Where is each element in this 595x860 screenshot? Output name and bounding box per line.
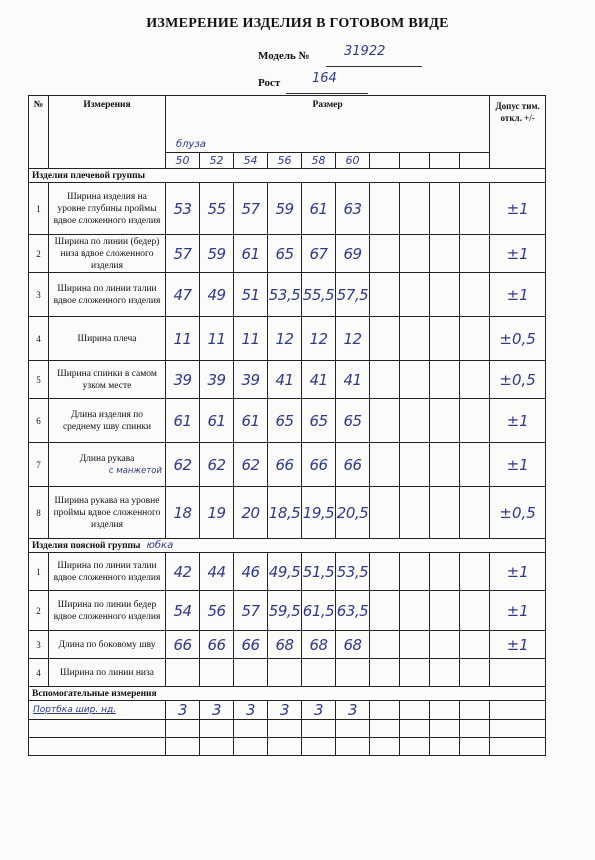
size-cell: 52 [200, 153, 234, 169]
measure-value: 56 [200, 591, 234, 631]
empty-cell [29, 720, 166, 738]
size-cell-empty [370, 153, 400, 169]
measure-value: 12 [268, 317, 302, 361]
size-cell: 54 [234, 153, 268, 169]
aux-title: Вспомогательные измерения [29, 687, 546, 701]
measure-value: 51,5 [302, 553, 336, 591]
measure-value: 57 [234, 183, 268, 235]
measure-value: 68 [268, 631, 302, 659]
empty-cell [430, 659, 460, 687]
empty-cell [460, 399, 490, 443]
table-row [29, 443, 546, 487]
row-number: 3 [29, 631, 49, 659]
empty-cell [460, 720, 490, 738]
measure-value: 41 [268, 361, 302, 399]
tolerance-value: ±0,5 [490, 487, 546, 539]
measure-name-text: Ширина рукава на уровне проймы вдвое сложенного изделия [53, 495, 161, 530]
tolerance-value: ±1 [490, 591, 546, 631]
empty-cell [370, 443, 400, 487]
height-underline [286, 93, 368, 94]
measure-value: 53,5 [268, 273, 302, 317]
measure-name [49, 183, 166, 235]
measure-name-text: Ширина по линии низа [60, 667, 154, 678]
empty-cell [430, 720, 460, 738]
tolerance-value: ±1 [490, 399, 546, 443]
row-number: 7 [29, 443, 49, 487]
measure-name [49, 317, 166, 361]
empty-cell [490, 738, 546, 756]
empty-cell [268, 738, 302, 756]
aux-row [29, 701, 546, 720]
measure-value: 66 [302, 443, 336, 487]
empty-cell [430, 399, 460, 443]
measure-value: 54 [166, 591, 200, 631]
model-field [258, 44, 386, 62]
empty-cell [400, 738, 430, 756]
empty-cell [166, 738, 200, 756]
table-row [29, 399, 546, 443]
measure-name-text: Ширина по линии талии вдвое сложенного изделия [53, 560, 161, 583]
table-row [29, 273, 546, 317]
measure-value: 62 [166, 443, 200, 487]
measure-value: 51 [234, 273, 268, 317]
empty-cell [430, 553, 460, 591]
measure-value [234, 659, 268, 687]
measure-value: 61 [234, 399, 268, 443]
blank-row [29, 738, 546, 756]
page-title: ИЗМЕРЕНИЕ ИЗДЕЛИЯ В ГОТОВОМ ВИДЕ [146, 16, 449, 31]
table-row [29, 183, 546, 235]
measure-value: 62 [200, 443, 234, 487]
measure-name [49, 631, 166, 659]
empty-cell [234, 738, 268, 756]
measure-value: 39 [200, 361, 234, 399]
measure-value: 55,5 [302, 273, 336, 317]
empty-cell [370, 720, 400, 738]
measure-value: 11 [234, 317, 268, 361]
empty-cell [370, 235, 400, 273]
measure-value: 18 [166, 487, 200, 539]
table-row [29, 553, 546, 591]
measure-name-text: Ширина по линии бедер вдвое сложенного изделия [53, 599, 161, 622]
row-number: 8 [29, 487, 49, 539]
empty-cell [234, 720, 268, 738]
row-number: 3 [29, 273, 49, 317]
size-cell-empty [460, 153, 490, 169]
measure-name-text: Ширина спинки в самом узком месте [57, 368, 157, 391]
measure-value: 57 [166, 235, 200, 273]
measure-value: 42 [166, 553, 200, 591]
size-cell: 50 [166, 153, 200, 169]
measure-name-text: Длина рукава [79, 453, 135, 464]
model-value: 31922 [344, 44, 386, 59]
empty-cell [460, 443, 490, 487]
model-underline [326, 66, 422, 67]
measure-value: 20 [234, 487, 268, 539]
row-number: 2 [29, 591, 49, 631]
size-cell-empty [430, 153, 460, 169]
aux-value: 3 [166, 701, 200, 720]
group-title [29, 169, 546, 183]
height-label: Рост [258, 77, 281, 89]
measure-name-text: Длина по боковому шву [58, 639, 156, 650]
empty-cell [460, 183, 490, 235]
empty-cell [370, 738, 400, 756]
table-row [29, 487, 546, 539]
aux-value: 3 [268, 701, 302, 720]
measure-value: 18,5 [268, 487, 302, 539]
table-row [29, 317, 546, 361]
measure-value: 47 [166, 273, 200, 317]
empty-cell [200, 738, 234, 756]
tolerance-value: ±1 [490, 183, 546, 235]
table-row [29, 361, 546, 399]
empty-cell [302, 738, 336, 756]
blank-row [29, 720, 546, 738]
aux-row-label: Портбкa шир. нд. [29, 701, 166, 720]
measure-name-text: Ширина плеча [77, 333, 137, 344]
measure-value: 11 [200, 317, 234, 361]
empty-cell [400, 487, 430, 539]
measure-value: 49 [200, 273, 234, 317]
empty-cell [400, 553, 430, 591]
table-row [29, 235, 546, 273]
measure-value: 61 [234, 235, 268, 273]
measurement-table [28, 95, 546, 756]
empty-cell [430, 443, 460, 487]
measure-value: 55 [200, 183, 234, 235]
measure-value: 68 [302, 631, 336, 659]
size-cell: 56 [268, 153, 302, 169]
group-row [29, 169, 546, 183]
tolerance-value: ±1 [490, 235, 546, 273]
aux-value: 3 [302, 701, 336, 720]
measure-value: 44 [200, 553, 234, 591]
empty-cell [430, 487, 460, 539]
empty-cell [370, 273, 400, 317]
empty-cell [430, 701, 460, 720]
group-row [29, 539, 546, 553]
measure-name-text: Ширина по линии (бедер) низа вдвое сложенного изделия [54, 236, 160, 271]
empty-cell [460, 701, 490, 720]
measure-name-note: с манжетой [108, 465, 162, 476]
size-note: блуза [176, 139, 206, 150]
measure-name [49, 361, 166, 399]
measure-value: 12 [302, 317, 336, 361]
measure-value: 66 [268, 443, 302, 487]
measure-value: 69 [336, 235, 370, 273]
empty-cell [370, 659, 400, 687]
measure-value: 49,5 [268, 553, 302, 591]
empty-cell [430, 317, 460, 361]
table-row [29, 659, 546, 687]
empty-cell [370, 399, 400, 443]
empty-cell [430, 591, 460, 631]
measure-value [336, 659, 370, 687]
empty-cell [370, 631, 400, 659]
empty-cell [370, 183, 400, 235]
model-label: Модель № [258, 50, 310, 62]
measure-value: 53 [166, 183, 200, 235]
measure-value: 59 [268, 183, 302, 235]
empty-cell [430, 631, 460, 659]
measure-value: 59 [200, 235, 234, 273]
measure-value: 41 [302, 361, 336, 399]
empty-cell [400, 631, 430, 659]
empty-cell [370, 591, 400, 631]
measure-value: 66 [200, 631, 234, 659]
measure-value: 19,5 [302, 487, 336, 539]
col-size-header [166, 96, 490, 153]
measure-value: 19 [200, 487, 234, 539]
measure-value: 61 [200, 399, 234, 443]
empty-cell [460, 487, 490, 539]
empty-cell [370, 553, 400, 591]
aux-value: 3 [336, 701, 370, 720]
empty-cell [400, 361, 430, 399]
measure-value: 20,5 [336, 487, 370, 539]
measure-name [49, 553, 166, 591]
empty-cell [430, 738, 460, 756]
empty-cell [302, 720, 336, 738]
table-row [29, 591, 546, 631]
empty-cell [400, 443, 430, 487]
measure-value: 66 [166, 631, 200, 659]
tolerance-value: ±0,5 [490, 317, 546, 361]
measure-value: 39 [166, 361, 200, 399]
empty-cell [400, 273, 430, 317]
measure-value: 68 [336, 631, 370, 659]
measure-value: 57,5 [336, 273, 370, 317]
col-tolerance-header: Допус тим. откл. +/- [490, 96, 546, 169]
empty-cell [400, 591, 430, 631]
measure-value: 53,5 [336, 553, 370, 591]
measure-value: 66 [234, 631, 268, 659]
size-header-label: Размер [312, 100, 343, 110]
aux-value: 3 [200, 701, 234, 720]
empty-cell [460, 273, 490, 317]
measure-value: 59,5 [268, 591, 302, 631]
measure-value: 67 [302, 235, 336, 273]
empty-cell [430, 361, 460, 399]
aux-value: 3 [234, 701, 268, 720]
measure-value: 65 [268, 235, 302, 273]
measure-value: 63 [336, 183, 370, 235]
measure-value: 39 [234, 361, 268, 399]
empty-cell [490, 701, 546, 720]
measure-name [49, 235, 166, 273]
empty-cell [460, 553, 490, 591]
measure-name [49, 659, 166, 687]
empty-cell [370, 361, 400, 399]
row-number: 5 [29, 361, 49, 399]
empty-cell [400, 701, 430, 720]
tolerance-value: ±0,5 [490, 361, 546, 399]
height-value: 164 [312, 71, 337, 86]
measure-value [302, 659, 336, 687]
empty-cell [460, 631, 490, 659]
empty-cell [166, 720, 200, 738]
measure-name [49, 443, 166, 487]
size-cell: 60 [336, 153, 370, 169]
row-number: 6 [29, 399, 49, 443]
empty-cell [460, 235, 490, 273]
measure-value: 63,5 [336, 591, 370, 631]
row-number: 1 [29, 183, 49, 235]
table-row [29, 631, 546, 659]
empty-cell [460, 317, 490, 361]
measure-value: 62 [234, 443, 268, 487]
empty-cell [400, 399, 430, 443]
measure-value [200, 659, 234, 687]
empty-cell [29, 738, 166, 756]
measure-value: 41 [336, 361, 370, 399]
empty-cell [400, 235, 430, 273]
empty-cell [460, 591, 490, 631]
empty-cell [370, 701, 400, 720]
measure-name [49, 591, 166, 631]
col-measure-header: Измерения [49, 96, 166, 169]
measure-name-text: Длина изделия по среднему шву спинки [62, 409, 152, 432]
empty-cell [400, 659, 430, 687]
measure-name-text: Ширина по линии талии вдвое сложенного изделия [53, 283, 161, 306]
height-field [258, 71, 337, 89]
row-number: 4 [29, 317, 49, 361]
size-cell: 58 [302, 153, 336, 169]
tolerance-value: ±1 [490, 553, 546, 591]
measure-value: 65 [336, 399, 370, 443]
size-cell-empty [400, 153, 430, 169]
aux-group-row [29, 687, 546, 701]
empty-cell [460, 659, 490, 687]
measure-value: 61,5 [302, 591, 336, 631]
measure-value [166, 659, 200, 687]
measure-value [268, 659, 302, 687]
measure-value: 12 [336, 317, 370, 361]
measure-value: 11 [166, 317, 200, 361]
row-number: 1 [29, 553, 49, 591]
measure-value: 61 [166, 399, 200, 443]
tolerance-value [490, 659, 546, 687]
empty-cell [430, 183, 460, 235]
empty-cell [370, 487, 400, 539]
row-number: 2 [29, 235, 49, 273]
tolerance-value: ±1 [490, 443, 546, 487]
measure-value: 66 [336, 443, 370, 487]
tolerance-value: ±1 [490, 273, 546, 317]
empty-cell [336, 738, 370, 756]
col-num-header: № [29, 96, 49, 169]
empty-cell [430, 235, 460, 273]
measure-value: 46 [234, 553, 268, 591]
empty-cell [400, 720, 430, 738]
measure-value: 57 [234, 591, 268, 631]
row-number: 4 [29, 659, 49, 687]
measure-value: 65 [268, 399, 302, 443]
empty-cell [370, 317, 400, 361]
empty-cell [430, 273, 460, 317]
measure-value: 65 [302, 399, 336, 443]
empty-cell [268, 720, 302, 738]
group-title-text: Изделия плечевой группы [32, 170, 145, 181]
measure-value: 61 [302, 183, 336, 235]
empty-cell [490, 720, 546, 738]
group-title-text: Изделия поясной группы [32, 541, 141, 551]
measure-name [49, 399, 166, 443]
empty-cell [400, 183, 430, 235]
group-note: юбка [146, 540, 174, 551]
measure-name-text: Ширина изделия на уровне глубины проймы вдвое сложенного изделия [53, 191, 161, 226]
empty-cell [336, 720, 370, 738]
group-title [29, 539, 546, 553]
empty-cell [460, 738, 490, 756]
measure-name [49, 273, 166, 317]
tolerance-value: ±1 [490, 631, 546, 659]
empty-cell [460, 361, 490, 399]
empty-cell [200, 720, 234, 738]
measure-name [49, 487, 166, 539]
empty-cell [400, 317, 430, 361]
